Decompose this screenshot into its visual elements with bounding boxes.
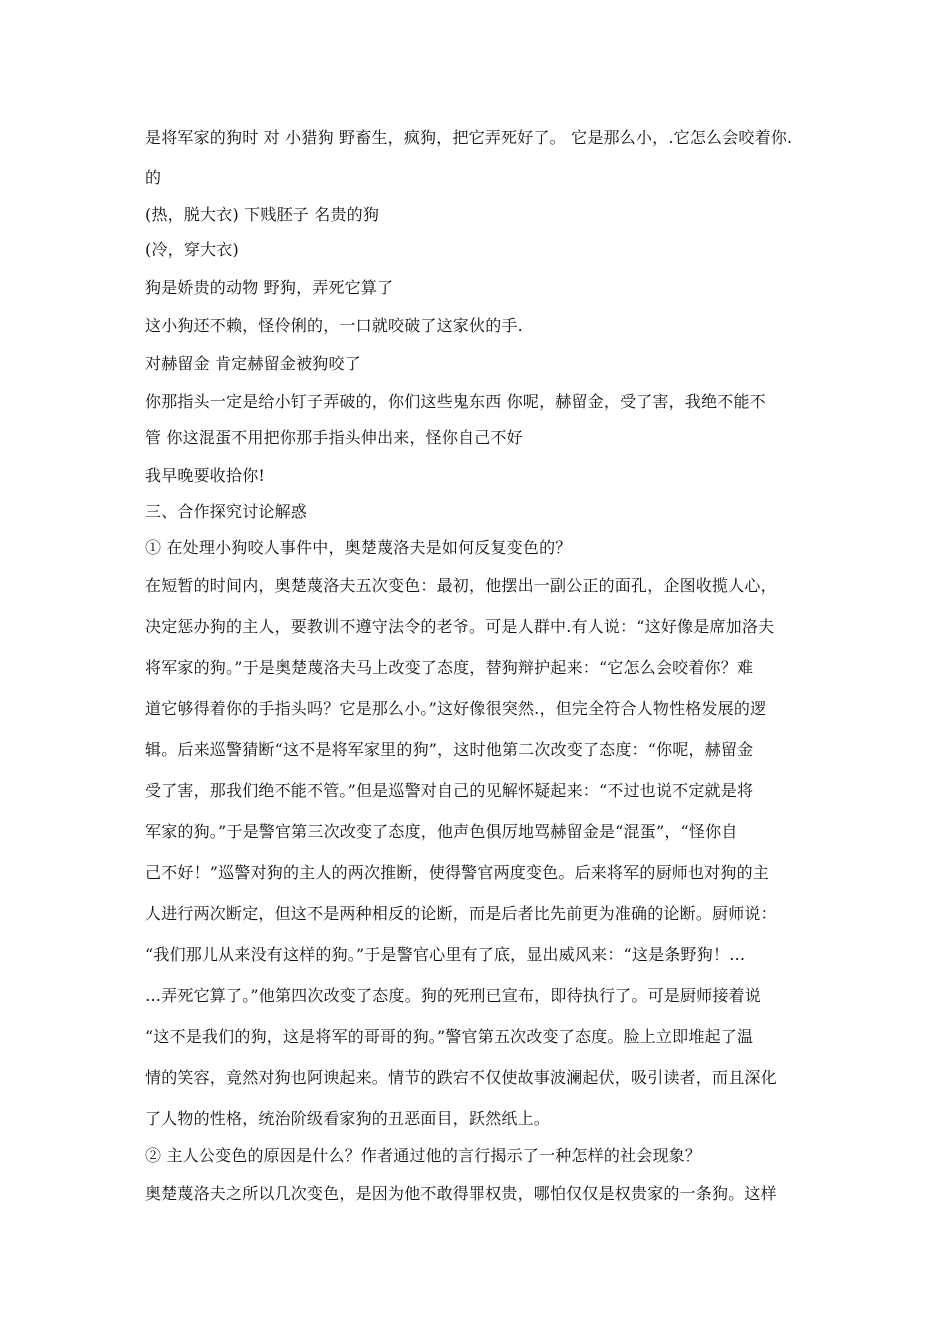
text-line: 狗是娇贵的动物 野狗，弄死它算了 <box>145 278 394 297</box>
text-line: 是将军家的狗时 对 小猎狗 野畜生，疯狗，把它弄死好了。 它是那么小，.它怎么会咬着你. <box>145 128 793 147</box>
text-line: 在短暂的时间内，奥楚蔑洛夫五次变色：最初，他摆出一副公正的面孔，企图收揽人心， <box>145 576 777 595</box>
text-line: (热，脱大衣) 下贱胚子 名贵的狗 <box>145 205 380 224</box>
text-line: 这小狗还不赖，怪伶俐的，一口就咬破了这家伙的手. <box>145 316 523 335</box>
text-line: 将军家的狗。”于是奥楚蔑洛夫马上改变了态度，替狗辩护起来：“它怎么会咬着你？难 <box>145 658 754 677</box>
question-2: ② 主人公变色的原因是什么？作者通过他的言行揭示了一种怎样的社会现象？ <box>145 1146 702 1165</box>
text-line: “我们那儿从来没有这样的狗。”于是警官心里有了底，显出威风来：“这是条野狗！… <box>145 945 746 964</box>
text-line: 军家的狗。”于是警官第三次改变了态度，他声色俱厉地骂赫留金是“混蛋”，“怪你自 <box>145 822 738 841</box>
text-line: 的 <box>145 168 162 187</box>
text-line: 受了害，那我们绝不能不管。”但是巡警对自己的见解怀疑起来：“不过也说不定就是将 <box>145 781 754 800</box>
text-line: …弄死它算了。”他第四次改变了态度。狗的死刑已宣布，即待执行了。可是厨师接着说 <box>145 986 761 1005</box>
section-heading: 三、合作探究讨论解惑 <box>145 502 308 521</box>
text-line: 辑。后来巡警猜断“这不是将军家里的狗”，这时他第二次改变了态度：“你呢，赫留金 <box>145 740 754 759</box>
text-line: 人进行两次断定，但这不是两种相反的论断，而是后者比先前更为准确的论断。厨师说： <box>145 904 777 923</box>
text-line: 情的笑容，竟然对狗也阿谀起来。情节的跌宕不仅使故事波澜起伏，吸引读者，而且深化 <box>145 1068 777 1087</box>
question-1: ① 在处理小狗咬人事件中，奥楚蔑洛夫是如何反复变色的？ <box>145 538 572 557</box>
text-line: 你那指头一定是给小钉子弄破的，你们这些鬼东西 你呢，赫留金，受了害，我绝不能不 <box>145 392 766 411</box>
text-line: 道它够得着你的手指头吗？它是那么小。”这好像很突然.，但完全符合人物性格发展的逻 <box>145 699 767 718</box>
text-line: 对赫留金 肯定赫留金被狗咬了 <box>145 354 361 373</box>
text-line: 奥楚蔑洛夫之所以几次变色，是因为他不敢得罪权贵，哪怕仅仅是权贵家的一条狗。这样 <box>145 1184 777 1203</box>
text-line: 管 你这混蛋不用把你那手指头伸出来，怪你自己不好 <box>145 428 523 447</box>
text-line: 己不好！”巡警对狗的主人的两次推断，使得警官两度变色。后来将军的厨师也对狗的主 <box>145 863 769 882</box>
text-line: 我早晚要收拾你! <box>145 466 266 485</box>
text-line: 决定惩办狗的主人，要教训不遵守法令的老爷。可是人群中.有人说：“这好像是席加洛夫 <box>145 617 775 636</box>
text-line: “这不是我们的狗，这是将军的哥哥的狗。”警官第五次改变了态度。脸上立即堆起了温 <box>145 1027 754 1046</box>
text-line: (冷，穿大衣) <box>145 240 239 259</box>
text-line: 了人物的性格，统治阶级看家狗的丑恶面目，跃然纸上。 <box>145 1109 551 1128</box>
